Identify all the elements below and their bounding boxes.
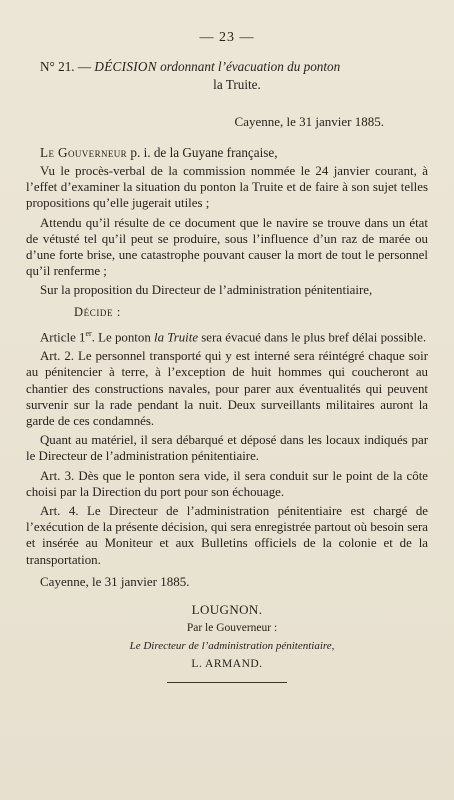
closing-rule xyxy=(167,682,287,683)
heading-subject: ordonnant l’évacuation du ponton xyxy=(160,59,341,74)
closing-city-date: Cayenne, le 31 janvier 1885. xyxy=(40,573,190,589)
decide-heading: Décide : xyxy=(74,304,121,319)
article-2: Art. 2. Le personnel transporté qui y est interné sera réintégré chaque soir au pénitencier à terre, à l’exception de huit hommes qui coucheront au chantier des constructions navales, pour parer aux éventualités qui peuvent survenir sur la rade pendant la nuit. Deux surveillants militaires auront la garde de ces condamnés. xyxy=(26,349,428,428)
heading-vessel-name: la Truite. xyxy=(213,77,261,92)
par-le-gouverneur: Par le Gouverneur : xyxy=(186,621,278,634)
considerant-attendu: Attendu qu’il résulte de ce document que le navire se trouve dans un état de vétusté tel qu’il peut se produire, sous l’influence d’un raz de marée ou d’une forte brise, une catastrophe pouvant causer la mort de tout le personnel qu’il renferme ; xyxy=(26,215,428,279)
signer-name: LOUGNON. xyxy=(191,601,263,617)
decision-heading xyxy=(26,58,428,76)
countersigner-name: L. ARMAND. xyxy=(191,657,263,670)
heading-decision-word: DÉCISION xyxy=(94,59,157,74)
article-4: Art. 4. Le Directeur de l’administration pénitentiaire est chargé de l’exécution de la présente décision, qui sera enregistrée partout où besoin sera et insérée au Moniteur et aux Bulletins officiels de la colonie et de la transportation. xyxy=(26,503,428,567)
governor-rest: p. i. de la Guyane française, xyxy=(130,145,278,160)
considerant-proposition: Sur la proposition du Directeur de l’administration pénitentiaire, xyxy=(40,283,373,298)
article-1-sup: er xyxy=(85,328,92,338)
article-1-before: . Le ponton xyxy=(91,329,154,344)
heading-dash: — xyxy=(77,59,92,74)
article-1-after: sera évacué dans le plus bref délai possible. xyxy=(198,329,427,344)
article-2-materiel: Quant au matériel, il sera débarqué et déposé dans les locaux indiqués par le Directeur de l’administration pénitentiaire. xyxy=(26,433,428,464)
article-1-vessel: la Truite xyxy=(153,329,199,344)
directeur-title: Le Directeur de l’administration pénitentiaire, xyxy=(129,639,335,652)
article-1 xyxy=(26,326,428,346)
decision-number: N° 21. xyxy=(40,59,75,74)
page-number: — 23 — xyxy=(199,30,255,45)
article-3: Art. 3. Dès que le ponton sera vide, il sera conduit sur le point de la côte choisi par la Direction du port pour son échouage. xyxy=(26,468,428,499)
considerant-vu: Vu le procès-verbal de la commission nommée le 24 janvier courant, à l’effet d’examiner la situation du ponton la Truite et de faire à son sujet telles propositions qu’elle jugerait utiles ; xyxy=(26,164,428,211)
governor-title: Le Gouverneur xyxy=(40,145,128,160)
article-1-label: Article 1 xyxy=(40,329,86,344)
dateline: Cayenne, le 31 janvier 1885. xyxy=(234,114,384,129)
governor-line xyxy=(26,144,428,161)
